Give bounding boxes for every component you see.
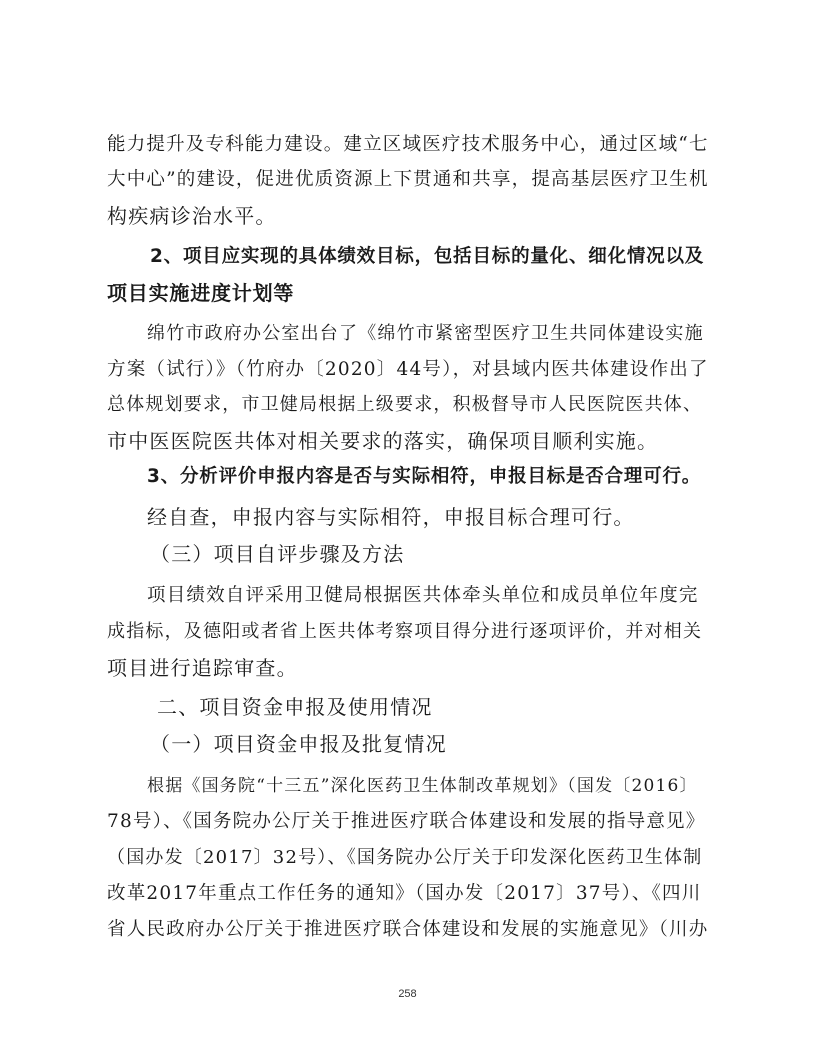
body-text-line: 根据《国务院“十三五”深化医药卫生体制改革规划》（国发〔2016〕 [147,776,698,796]
body-text-line: 能力提升及专科能力建设。建立区域医疗技术服务中心，通过区域“七 [107,134,709,155]
section-heading: 项目实施进度计划等 [107,281,295,305]
body-text-line: 绵竹市政府办公室出台了《绵竹市紧密型医疗卫生共同体建设实施 [147,323,704,344]
section-heading: 3、分析评价申报内容是否与实际相符，申报目标是否合理可行。 [147,466,702,487]
body-text-line: 经自查，申报内容与实际相符，申报目标合理可行。 [147,505,635,529]
body-text-line: 项目绩效自评采用卫健局根据医共体牵头单位和成员单位年度完 [147,585,699,606]
body-text-line: 方案（试行）》（竹府办〔2020〕44号），对县域内医共体建设作出了 [107,359,709,380]
body-text-line: 78号）、《国务院办公厅关于推进医疗联合体建设和发展的指导意见》 [107,811,706,832]
subsection-heading: （一）项目资金申报及批复情况 [150,732,447,756]
body-text-line: （国办发〔2017〕32号）、《国务院办公厅关于印发深化医药卫生体制 [107,847,703,868]
subsection-heading: （三）项目自评步骤及方法 [150,542,405,566]
page-number: 258 [398,988,417,1000]
section-heading: 2、项目应实现的具体绩效目标，包括目标的量化、细化情况以及 [150,246,705,267]
body-text-line: 构疾病诊治水平。 [107,204,277,228]
body-text-line: 总体规划要求，市卫健局根据上级要求，积极督导市人民医院医共体、 [107,394,703,415]
body-text-line: 成指标，及德阳或者省上医共体考察项目得分进行逐项评价，并对相关 [107,621,703,642]
body-text-line: 省人民政府办公厅关于推进医疗联合体建设和发展的实施意见》（川办 [107,919,709,940]
section-heading: 二、项目资金申报及使用情况 [157,695,433,719]
body-text-line: 大中心”的建设，促进优质资源上下贯通和共享，提高基层医疗卫生机 [107,169,709,190]
body-text-line: 项目进行追踪审查。 [107,656,298,680]
body-text-line: 市中医医院医共体对相关要求的落实，确保项目顺利实施。 [107,429,659,453]
body-text-line: 改革2017年重点工作任务的通知》（国办发〔2017〕37号）、《四川 [107,883,702,904]
